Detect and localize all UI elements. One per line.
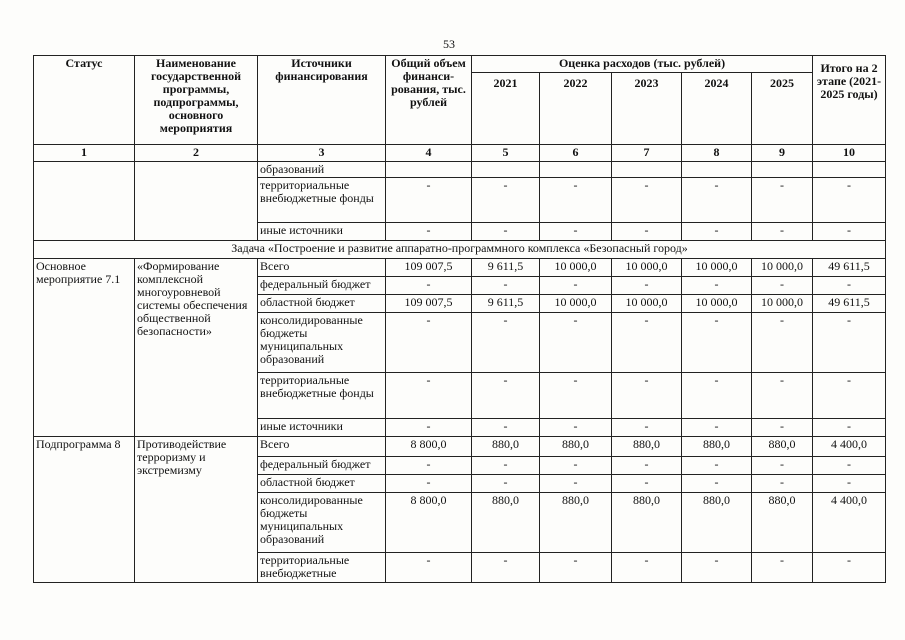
value-cell: - <box>540 277 612 295</box>
value-cell: - <box>472 373 540 419</box>
value-cell: - <box>540 223 612 241</box>
header-name: Наименование государственной программы, подпрограммы, основного мероприятия <box>135 56 258 145</box>
header-year: 2021 <box>472 72 540 144</box>
column-number: 4 <box>386 145 472 162</box>
value-cell: - <box>752 373 813 419</box>
value-cell: - <box>540 457 612 475</box>
value-cell: - <box>682 277 752 295</box>
value-cell: - <box>386 553 472 583</box>
value-cell: - <box>612 475 682 493</box>
status-cell: Подпрограмма 8 <box>34 437 135 583</box>
value-cell: - <box>682 475 752 493</box>
value-cell: 109 007,5 <box>386 295 472 313</box>
value-cell: 880,0 <box>752 437 813 457</box>
value-cell: - <box>540 178 612 223</box>
value-cell: - <box>813 223 886 241</box>
value-cell: - <box>472 419 540 437</box>
source-cell: областной бюджет <box>258 295 386 313</box>
value-cell: 10 000,0 <box>612 295 682 313</box>
table-row <box>34 437 886 457</box>
value-cell: - <box>612 553 682 583</box>
source-cell: территориальные внебюджетные фонды <box>258 178 386 223</box>
task-title: Задача «Построение и развитие аппаратно-программного комплекса «Безопасный город» <box>34 241 886 259</box>
value-cell <box>540 162 612 178</box>
value-cell: - <box>752 277 813 295</box>
value-cell: 880,0 <box>612 493 682 553</box>
value-cell: 880,0 <box>472 493 540 553</box>
value-cell: - <box>612 373 682 419</box>
value-cell <box>612 162 682 178</box>
value-cell: - <box>540 553 612 583</box>
column-number: 8 <box>682 145 752 162</box>
value-cell: 10 000,0 <box>682 259 752 277</box>
column-number-row <box>34 145 886 162</box>
budget-table <box>33 55 886 583</box>
value-cell: 880,0 <box>540 493 612 553</box>
value-cell: - <box>752 178 813 223</box>
value-cell: - <box>682 457 752 475</box>
value-cell: - <box>386 277 472 295</box>
table-row <box>34 162 886 178</box>
source-cell: федеральный бюджет <box>258 277 386 295</box>
header-total-stage: Итого на 2 этапе (2021-2025 годы) <box>813 56 886 145</box>
column-number: 6 <box>540 145 612 162</box>
value-cell: 880,0 <box>472 437 540 457</box>
header-year: 2025 <box>752 72 813 144</box>
header-year: 2023 <box>612 72 682 144</box>
source-cell: территориальные внебюджетные фонды <box>258 373 386 419</box>
source-cell: федеральный бюджет <box>258 457 386 475</box>
value-cell <box>752 162 813 178</box>
name-cell: Противодействие терроризму и экстремизму <box>135 437 258 583</box>
value-cell <box>472 162 540 178</box>
value-cell: 9 611,5 <box>472 259 540 277</box>
value-cell: - <box>752 313 813 373</box>
column-number: 7 <box>612 145 682 162</box>
value-cell: - <box>813 277 886 295</box>
header-sources: Источники финансирования <box>258 56 386 145</box>
value-cell: 10 000,0 <box>540 295 612 313</box>
value-cell: - <box>813 475 886 493</box>
value-cell: 10 000,0 <box>752 295 813 313</box>
value-cell: - <box>682 373 752 419</box>
value-cell: - <box>386 313 472 373</box>
value-cell: - <box>612 457 682 475</box>
value-cell: - <box>540 373 612 419</box>
value-cell <box>682 162 752 178</box>
value-cell: 8 800,0 <box>386 493 472 553</box>
value-cell: 10 000,0 <box>540 259 612 277</box>
value-cell: - <box>682 419 752 437</box>
value-cell: - <box>612 178 682 223</box>
value-cell: - <box>752 223 813 241</box>
value-cell: - <box>813 553 886 583</box>
value-cell: - <box>472 553 540 583</box>
value-cell: - <box>813 373 886 419</box>
value-cell: 49 611,5 <box>813 259 886 277</box>
value-cell: - <box>752 475 813 493</box>
header-estimate: Оценка расходов (тыс. рублей) <box>472 56 813 73</box>
name-cell <box>135 162 258 241</box>
page-number: 53 <box>443 37 455 51</box>
source-cell: Всего <box>258 259 386 277</box>
name-cell: «Формирование комплексной многоуровневой системы обеспечения общественной безопасности» <box>135 259 258 437</box>
value-cell: 9 611,5 <box>472 295 540 313</box>
value-cell: 880,0 <box>540 437 612 457</box>
column-number: 9 <box>752 145 813 162</box>
value-cell: 4 400,0 <box>813 437 886 457</box>
value-cell: - <box>682 553 752 583</box>
value-cell: - <box>386 419 472 437</box>
value-cell: 10 000,0 <box>682 295 752 313</box>
table-row <box>34 259 886 277</box>
value-cell: 49 611,5 <box>813 295 886 313</box>
value-cell: 109 007,5 <box>386 259 472 277</box>
value-cell: 10 000,0 <box>752 259 813 277</box>
value-cell: 10 000,0 <box>612 259 682 277</box>
value-cell: 880,0 <box>682 437 752 457</box>
value-cell: - <box>472 457 540 475</box>
column-number: 1 <box>34 145 135 162</box>
value-cell: 880,0 <box>682 493 752 553</box>
value-cell: - <box>472 475 540 493</box>
value-cell: - <box>386 373 472 419</box>
value-cell: - <box>612 223 682 241</box>
value-cell: - <box>612 419 682 437</box>
column-number: 2 <box>135 145 258 162</box>
value-cell: - <box>752 553 813 583</box>
value-cell: - <box>540 475 612 493</box>
source-cell: иные источники <box>258 419 386 437</box>
value-cell: - <box>813 419 886 437</box>
value-cell: 4 400,0 <box>813 493 886 553</box>
status-cell <box>34 162 135 241</box>
header-total-volume: Общий объем финанси-рования, тыс. рублей <box>386 56 472 145</box>
value-cell: 880,0 <box>752 493 813 553</box>
value-cell: - <box>472 178 540 223</box>
value-cell: - <box>472 223 540 241</box>
value-cell: - <box>752 419 813 437</box>
value-cell <box>813 162 886 178</box>
source-cell: Всего <box>258 437 386 457</box>
value-cell: - <box>386 178 472 223</box>
value-cell: - <box>612 277 682 295</box>
value-cell: - <box>682 223 752 241</box>
value-cell: - <box>813 457 886 475</box>
source-cell: консолидированные бюджеты муниципальных образований <box>258 493 386 553</box>
value-cell: - <box>612 313 682 373</box>
value-cell: - <box>472 313 540 373</box>
source-cell: областной бюджет <box>258 475 386 493</box>
source-cell: консолидированные бюджеты муниципальных образований <box>258 313 386 373</box>
value-cell: 880,0 <box>612 437 682 457</box>
value-cell: - <box>386 457 472 475</box>
header-year: 2022 <box>540 72 612 144</box>
value-cell: - <box>813 313 886 373</box>
value-cell: - <box>540 419 612 437</box>
value-cell: - <box>752 457 813 475</box>
value-cell <box>386 162 472 178</box>
value-cell: - <box>682 313 752 373</box>
value-cell: - <box>682 178 752 223</box>
value-cell: - <box>813 178 886 223</box>
status-cell: Основное мероприятие 7.1 <box>34 259 135 437</box>
header-status: Статус <box>34 56 135 145</box>
column-number: 5 <box>472 145 540 162</box>
value-cell: - <box>386 223 472 241</box>
value-cell: - <box>540 313 612 373</box>
value-cell: - <box>472 277 540 295</box>
value-cell: - <box>386 475 472 493</box>
source-cell: территориальные внебюджетные <box>258 553 386 583</box>
value-cell: 8 800,0 <box>386 437 472 457</box>
source-cell: иные источники <box>258 223 386 241</box>
task-row <box>34 241 886 259</box>
source-cell: образований <box>258 162 386 178</box>
column-number: 3 <box>258 145 386 162</box>
column-number: 10 <box>813 145 886 162</box>
header-year: 2024 <box>682 72 752 144</box>
